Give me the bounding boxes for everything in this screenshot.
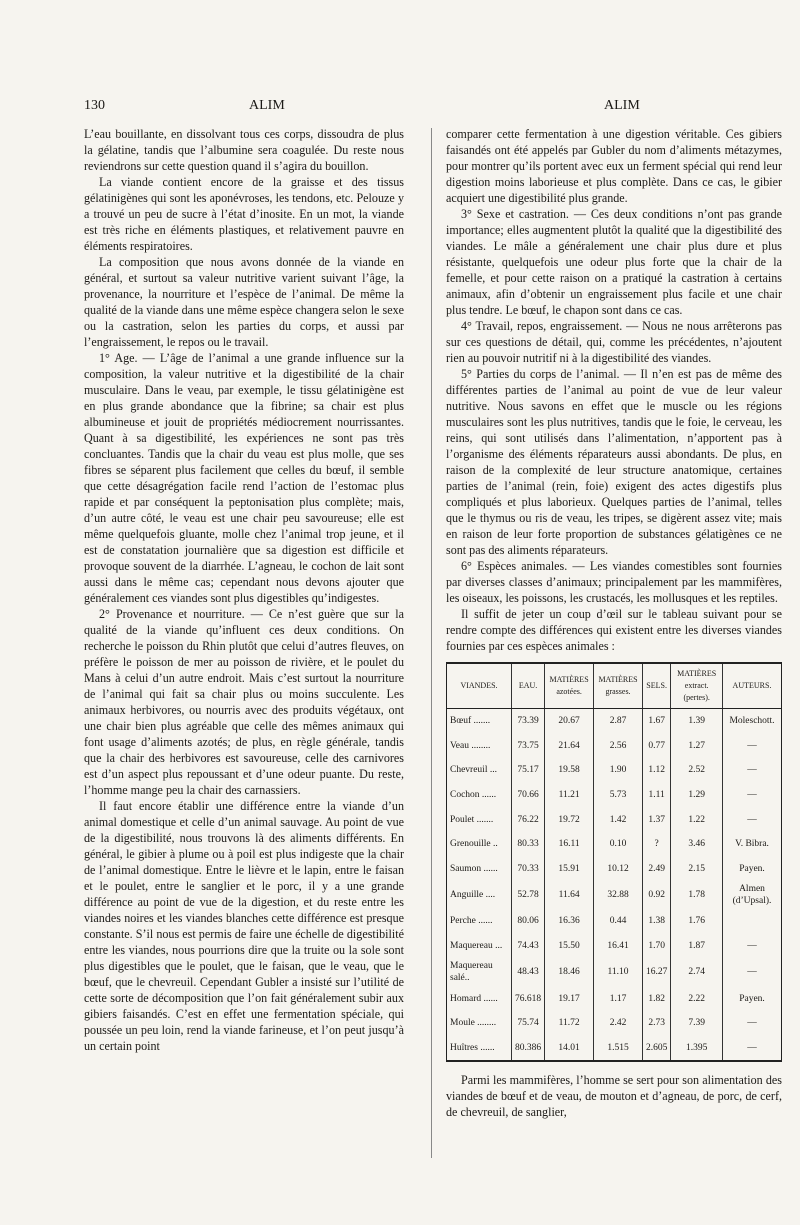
column-header: MATIÈRES azotées. — [545, 663, 594, 709]
table-row-label: Cochon ...... — [450, 790, 497, 801]
table-cell: 1.29 — [671, 783, 723, 808]
table-cell: 1.38 — [642, 909, 670, 934]
table-cell: 11.64 — [545, 881, 594, 909]
table-cell: — — [723, 958, 782, 986]
table-row — [447, 807, 781, 832]
table-header-row — [447, 663, 781, 709]
table-cell: 1.12 — [642, 758, 670, 783]
table-cell: 1.39 — [671, 709, 723, 734]
table-cell: 5.73 — [594, 783, 643, 808]
table-cell: 0.44 — [594, 909, 643, 934]
table-cell: — — [723, 1011, 782, 1036]
page-number: 130 — [84, 98, 105, 113]
table-cell: 2.605 — [642, 1036, 670, 1062]
table-cell: 3.46 — [671, 832, 723, 857]
table-cell: 0.92 — [642, 881, 670, 909]
table-cell: — — [723, 758, 782, 783]
table-cell: 2.49 — [642, 857, 670, 882]
table-cell: 11.21 — [545, 783, 594, 808]
table-cell: 1.515 — [594, 1036, 643, 1062]
table-cell: 19.17 — [545, 986, 594, 1011]
table-cell: 20.67 — [545, 709, 594, 734]
table-cell: 2.42 — [594, 1011, 643, 1036]
table-row — [447, 934, 781, 959]
table-row — [447, 783, 781, 808]
table-cell: 1.37 — [642, 807, 670, 832]
table-row-label: Homard ...... — [450, 993, 498, 1004]
table-row — [447, 1036, 781, 1062]
table-cell: 7.39 — [671, 1011, 723, 1036]
table-cell: — — [723, 734, 782, 759]
table-row-label: Maquereau salé.. — [450, 961, 493, 984]
table-row — [447, 909, 781, 934]
paragraph: La viande contient encore de la graisse et des tissus gélatinigènes qui sont les aponévroses, les tendons, etc. Pelouze y a trouvé un peu de sucre à l’état d’inosite. En un mot, la viande est très riche en éléments plastiques, et relativement pauvre en éléments respiratoires. — [84, 175, 404, 253]
table-cell: 48.43 — [512, 958, 545, 986]
table-cell: 1.82 — [642, 986, 670, 1011]
table-cell: 16.11 — [545, 832, 594, 857]
right-column — [446, 126, 782, 1120]
table-cell: 1.78 — [671, 881, 723, 909]
table-cell — [723, 909, 782, 934]
paragraph: Il suffit de jeter un coup d’œil sur le tableau suivant pour se rendre compte des différences qui existent entre les diverses viandes fournies par ces espèces animales : — [446, 607, 782, 653]
table-row-label: Poulet ....... — [450, 814, 494, 825]
table-row — [447, 857, 781, 882]
table-row-label: Huîtres ...... — [447, 1036, 512, 1062]
table-cell: Payen. — [723, 857, 782, 882]
table-cell: 2.15 — [671, 857, 723, 882]
table-cell: 21.64 — [545, 734, 594, 759]
table-cell: 75.74 — [512, 1011, 545, 1036]
table-cell: Moleschott. — [723, 709, 782, 734]
composition-table — [447, 662, 781, 1062]
table-cell: 2.74 — [671, 958, 723, 986]
page-header — [0, 98, 800, 118]
column-header: AUTEURS. — [723, 663, 782, 709]
left-column — [84, 126, 404, 1054]
table-cell: 1.27 — [671, 734, 723, 759]
table-cell: 52.78 — [512, 881, 545, 909]
table-row-label: Grenouille .. — [450, 839, 498, 850]
paragraph-after-table: Parmi les mammifères, l’homme se sert pour son alimentation des viandes de bœuf et de veau, de mouton et d’agneau, de porc, de cerf, de chevreuil, de sanglier, — [446, 1073, 782, 1120]
table-cell: 11.72 — [545, 1011, 594, 1036]
table-row-label: Chevreuil ... — [450, 765, 497, 776]
running-head-right: ALIM — [604, 98, 640, 113]
table-cell: 2.56 — [594, 734, 643, 759]
paragraph: 3° Sexe et castration. — Ces deux conditions n’ont pas grande importance; elles augmentent plutôt la qualité que la digestibilité des viandes. Le mâle a généralement une chair plus dure et plus résistante, quelquefois une odeur plus forte que la chair de la femelle, et pour cette raison on a pratiqué la castration à certains animaux, afin d’obtenir un engraissement plus facile et une chair plus tendre. Le bœuf, le chapon sont dans ce cas. — [446, 207, 782, 317]
table-cell: ? — [642, 832, 670, 857]
table-cell: 1.11 — [642, 783, 670, 808]
column-header: EAU. — [512, 663, 545, 709]
table-row — [447, 1011, 781, 1036]
column-header: SELS. — [642, 663, 670, 709]
table-cell: 80.386 — [512, 1036, 545, 1062]
table-cell: 76.22 — [512, 807, 545, 832]
table-row — [447, 881, 781, 909]
paragraph: 2° Provenance et nourriture. — Ce n’est guère que sur la qualité de la viande qu’influent ces deux conditions. On recherche le poisson du Rhin plutôt que celui d’autres fleuves, on préfère le poisson de mer au poisson de rivière, et le poulet du Mans à celui d’un autre endroit. Mais c’est surtout la nourriture de l’animal qui fait sa chair plus ou moins succulente. Les animaux herbivores, ou nourris avec des produits végétaux, ont une chair bien plus agréable que celle des mêmes animaux qui font usage d’aliments azotés; de plus, en règle générale, tandis que la chair des herbivores est savoureuse, celle des carnivores est d’un aspect plus repoussant et d’une odeur puante. Du reste, l’homme mange peu la chair des carnassiers. — [84, 607, 404, 797]
table-row-label: Perche ...... — [450, 916, 493, 927]
paragraph: 1° Age. — L’âge de l’animal a une grande influence sur la composition, la valeur nutritive et la digestibilité de la chair musculaire. Dans le veau, par exemple, le tissu gélatinigène est en plus grande abondance que la fibrine; sa chair est plus albumineuse et jouit de propriétés médiocrement nourrissantes. Quant à sa digestibilité, les expériences ne sont pas très concluantes. Tandis que la chair du veau est plus molle, que ses fibres se séparent plus facilement que celles du bœuf, il semble que cette désagrégation facile rend l’action de l’estomac plus rapide et par conséquent la peptonisation plus complète; mais, d’un autre côté, le veau est une chair peu savoureuse; elle est même quelquefois gluante, molle chez l’animal trop jeune, et il est de constatation journalière que sa digestion est difficile et provoque souvent de la diarrhée. L’agneau, le cochon de lait sont aussi dans le même cas; cependant nous devons ajouter que généralement ces viandes sont plus digestibles qu’indigestes. — [84, 351, 404, 605]
table-row — [447, 709, 781, 734]
table-cell: — — [723, 783, 782, 808]
paragraph: Il faut encore établir une différence entre la viande d’un animal domestique et celle d’un animal sauvage. Au point de vue de la digestibilité, nous trouvons là des aliments différents. En général, le gibier à plume ou à poil est plus indigeste que la chair de l’animal domestique. Entre le lièvre et le lapin, entre le faisan et le poulet, entre le sanglier et le porc, il y a une grande différence au point de vue de la digestion, et du reste entre les viandes noires et les viandes blanches cette différence est presque constante. S’il nous est permis de faire une échelle de digestibilité entre les viandes, nous pourrions dire que la truite ou la sole sont plus digestibles que le poulet, que le faisan, que le veau, que le bœuf, que le chevreuil. Cependant Gubler a insisté sur l’utilité de cette sorte de décomposition que l’on fait généralement subir aux gibiers faisandés. C’est en effet une fermentation spéciale, qui poussée un peu loin, rend la viande farineuse, et l’on peut jusqu’à un certain point — [84, 799, 404, 1053]
table-cell: 1.67 — [642, 709, 670, 734]
table-cell: 74.43 — [512, 934, 545, 959]
table-body — [447, 709, 781, 1062]
table-cell: 1.17 — [594, 986, 643, 1011]
column-header: MATIÈRES grasses. — [594, 663, 643, 709]
paragraph: La composition que nous avons donnée de la viande en général, et surtout sa valeur nutritive varient suivant l’âge, la provenance, la nourriture et l’espèce de l’animal. De même la qualité de la viande dans une même espèce changera selon le sexe ou la castration, selon les parties du corps, et aussi par l’engraissement, le repos ou le travail. — [84, 255, 404, 349]
table-cell: 1.87 — [671, 934, 723, 959]
table-cell: 70.66 — [512, 783, 545, 808]
table-row-label: Saumon ...... — [450, 863, 498, 874]
table-cell: 2.73 — [642, 1011, 670, 1036]
paragraph: 6° Espèces animales. — Les viandes comestibles sont fournies par diverses classes d’animaux; principalement par les mammifères, les oiseaux, les poissons, les crustacés, les mollusques et les reptiles. — [446, 559, 782, 605]
table-cell: 0.10 — [594, 832, 643, 857]
running-head-left: ALIM — [249, 98, 285, 113]
table-cell: Payen. — [723, 986, 782, 1011]
table-cell: 1.42 — [594, 807, 643, 832]
table-cell: 14.01 — [545, 1036, 594, 1062]
table-cell: 32.88 — [594, 881, 643, 909]
table-row — [447, 986, 781, 1011]
table-cell: 15.50 — [545, 934, 594, 959]
table-cell: 16.36 — [545, 909, 594, 934]
table-cell: Almen (d’Upsal). — [723, 881, 782, 909]
table-cell: 1.70 — [642, 934, 670, 959]
table-cell: 73.39 — [512, 709, 545, 734]
table-cell: 1.90 — [594, 758, 643, 783]
table-cell: 1.76 — [671, 909, 723, 934]
table-row-label: Bœuf ....... — [450, 716, 491, 727]
table-row-label: Moule ........ — [450, 1018, 497, 1029]
table-cell: — — [723, 807, 782, 832]
table-cell: 70.33 — [512, 857, 545, 882]
table-cell: 2.52 — [671, 758, 723, 783]
table-cell: 15.91 — [545, 857, 594, 882]
column-header: MATIÈRES extract. (pertes). — [671, 663, 723, 709]
table-row-label: Maquereau ... — [450, 941, 503, 952]
table-cell: 11.10 — [594, 958, 643, 986]
table-cell: 19.72 — [545, 807, 594, 832]
paragraph: comparer cette fermentation à une digestion véritable. Ces gibiers faisandés ont été appelés par Gubler du nom d’aliments métazymes, pour montrer qu’ils portent avec eux un ferment spécial qui rend leur digestion moins laborieuse et plus complète. Dans ce cas, le gibier acquiert une digestibilité plus grande. — [446, 127, 782, 205]
paragraph: 5° Parties du corps de l’animal. — Il n’en est pas de même des différentes parties de l’animal au point de vue de leur valeur nutritive. Nous savons en effet que le muscle ou les régions musculaires sont les plus nutritives, tandis que le foie, le cerveau, les reins, qui sont utilisés dans l’alimentation, n’apportent pas à l’organisme des éléments réparateurs aussi abondants. De plus, en raison de la complexité de leur structure anatomique, certaines parties de l’animal (rein, foie) exigent des actes digestifs plus compliqués et plus laborieux. Quelques parties de l’animal, telles que le thymus ou ris de veau, les tripes, se digèrent assez vite; mais en raison de leur forte proportion de substances gélatigènes ce ne sont pas des aliments réparateurs. — [446, 367, 782, 557]
table-cell: 10.12 — [594, 857, 643, 882]
table-row — [447, 758, 781, 783]
table-cell: 76.618 — [512, 986, 545, 1011]
table-row-label: Veau ........ — [450, 740, 491, 751]
table-row — [447, 734, 781, 759]
table-cell: 73.75 — [512, 734, 545, 759]
table-cell: 80.33 — [512, 832, 545, 857]
column-divider — [431, 128, 432, 1158]
table-cell: V. Bibra. — [723, 832, 782, 857]
table-cell: 18.46 — [545, 958, 594, 986]
table-cell: 16.27 — [642, 958, 670, 986]
table-cell: 1.395 — [671, 1036, 723, 1062]
table-cell: 0.77 — [642, 734, 670, 759]
table-cell: — — [723, 1036, 782, 1062]
table-cell: 75.17 — [512, 758, 545, 783]
table-row — [447, 832, 781, 857]
table-cell: 1.22 — [671, 807, 723, 832]
table-cell: 19.58 — [545, 758, 594, 783]
composition-table-frame — [446, 662, 782, 1062]
table-cell: 80.06 — [512, 909, 545, 934]
column-header: VIANDES. — [447, 663, 512, 709]
table-row — [447, 958, 781, 986]
table-row-label: Anguille .... — [450, 890, 496, 901]
table-cell: — — [723, 934, 782, 959]
table-cell: 16.41 — [594, 934, 643, 959]
paragraph: L’eau bouillante, en dissolvant tous ces corps, dissoudra de plus la gélatine, tandis que l’albumine sera coagulée. Du reste nous reviendrons sur cette question quand il s’agira du bouillon. — [84, 127, 404, 173]
paragraph: 4° Travail, repos, engraissement. — Nous ne nous arrêterons pas sur ces questions de détail, qui, comme les précédentes, n’ajoutent rien au pouvoir nutritif ni à la digestibilité des viandes. — [446, 319, 782, 365]
table-cell: 2.87 — [594, 709, 643, 734]
table-cell: 2.22 — [671, 986, 723, 1011]
